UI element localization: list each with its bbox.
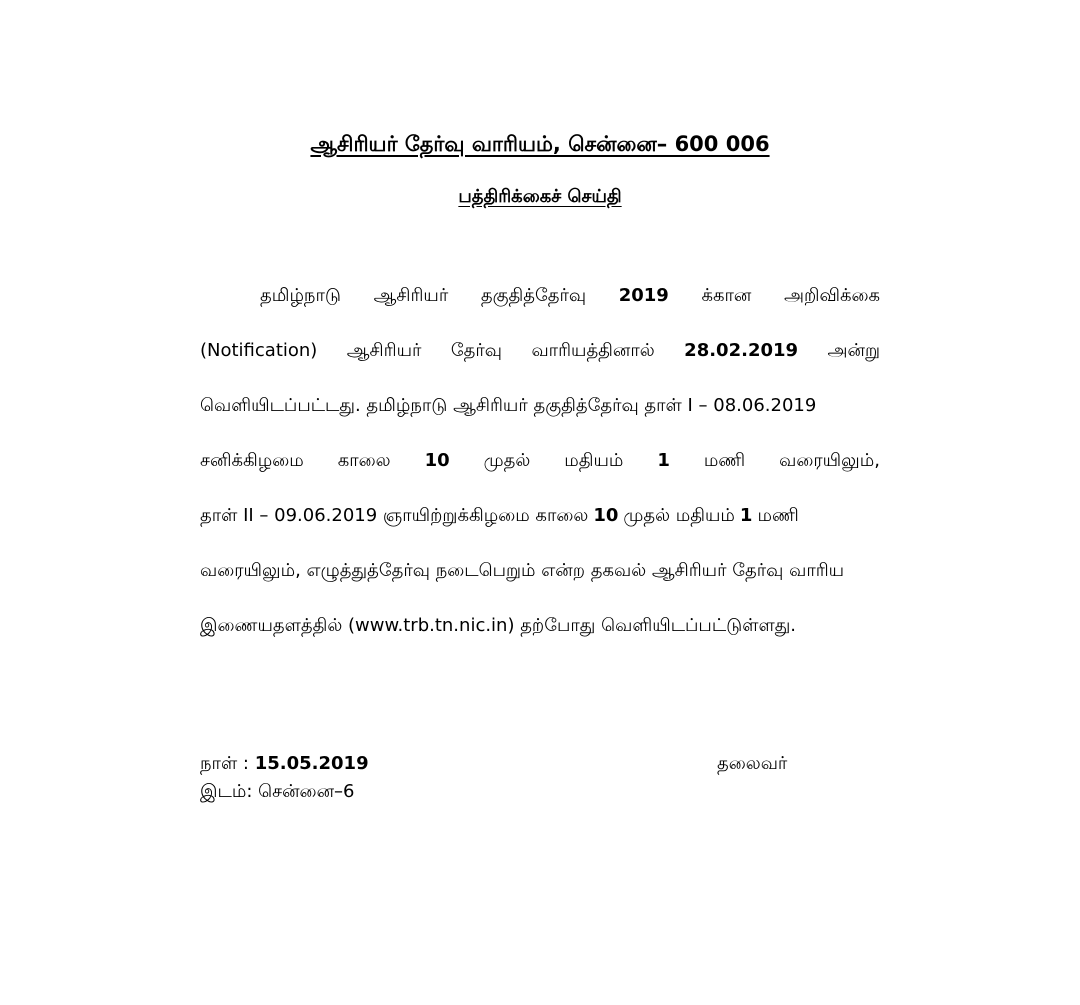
- body-line-3: [200, 390, 880, 445]
- date-label: நாள் :: [200, 753, 249, 774]
- body-word: ஆசிரியர்: [346, 340, 422, 361]
- body-text-run: இணையதளத்தில் (www.trb.tn.nic.in) தற்போது வெளியிடப்பட்டுள்ளது.: [200, 615, 797, 636]
- body-number: 10: [593, 505, 619, 526]
- body-text-run: வரையிலும், எழுத்துத்தேர்வு நடைபெறும் என்ற தகவல் ஆசிரியர் தேர்வு வாரிய: [200, 560, 845, 581]
- body-line-1: [200, 280, 880, 335]
- body-word: மதியம்: [564, 450, 624, 471]
- body-text-run: மணி: [757, 505, 799, 526]
- body-word: வரையிலும்,: [779, 450, 880, 471]
- body-line-2: [200, 335, 880, 390]
- body-word: க்கான: [701, 285, 752, 306]
- press-release-body: [200, 280, 880, 665]
- body-word: (Notification): [200, 340, 318, 361]
- body-word: அன்று: [827, 340, 880, 361]
- body-line-6: [200, 555, 880, 610]
- body-word: தகுதித்தேர்வு: [480, 285, 587, 306]
- body-date: 28.02.2019: [684, 340, 799, 361]
- body-year: 2019: [618, 285, 669, 306]
- body-line-5: [200, 500, 880, 555]
- body-word: ஆசிரியர்: [373, 285, 449, 306]
- body-number: 1: [657, 450, 670, 471]
- body-word: மணி: [703, 450, 746, 471]
- body-text-run: வெளியிடப்பட்டது. தமிழ்நாடு ஆசிரியர் தகுதித்தேர்வு தாள் I – 08.06.2019: [200, 395, 817, 416]
- body-number: 10: [424, 450, 450, 471]
- body-word: தேர்வு: [450, 340, 502, 361]
- body-text-run: தாள் II – 09.06.2019 ஞாயிற்றுக்கிழமை காலை: [200, 505, 589, 526]
- place-value: சென்னை–6: [258, 781, 355, 802]
- place-row: [200, 778, 369, 806]
- page-subtitle: பத்திரிக்கைச் செய்தி: [458, 186, 622, 207]
- body-text-run: முதல் மதியம்: [623, 505, 735, 526]
- body-number: 1: [739, 505, 753, 526]
- body-line-4: [200, 445, 880, 500]
- date-row: [200, 750, 369, 778]
- footer-date-place: [200, 750, 369, 806]
- signatory: தலைவர்: [717, 753, 788, 774]
- body-word: அறிவிக்கை: [783, 285, 880, 306]
- page-title: ஆசிரியர் தேர்வு வாரியம், சென்னை– 600 006: [310, 132, 770, 156]
- date-value: 15.05.2019: [254, 753, 369, 774]
- body-line-7: [200, 610, 880, 665]
- place-label: இடம்:: [200, 781, 253, 802]
- body-word: முதல்: [483, 450, 531, 471]
- body-word: தமிழ்நாடு: [260, 285, 341, 306]
- body-word: வாரியத்தினால்: [531, 340, 655, 361]
- body-word: காலை: [337, 450, 391, 471]
- body-word: சனிக்கிழமை: [200, 450, 304, 471]
